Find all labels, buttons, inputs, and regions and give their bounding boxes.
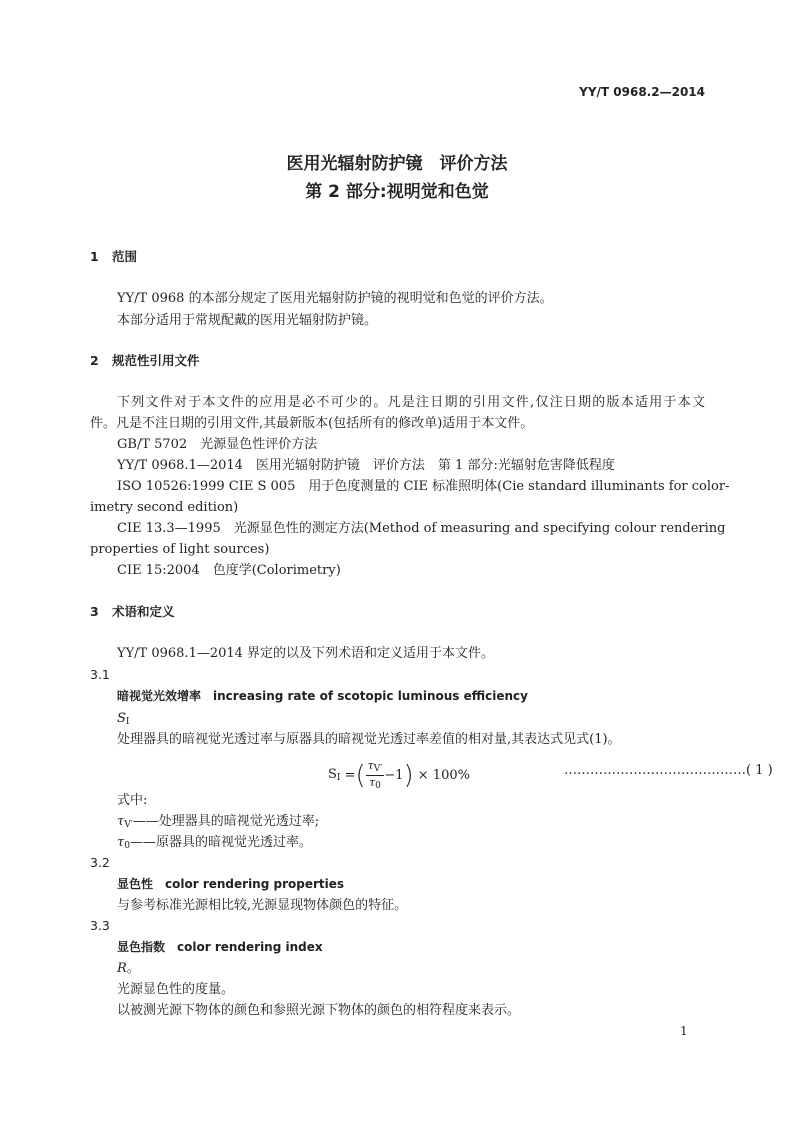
document-title-line2: 第 2 部分:视明觉和色觉 xyxy=(305,182,489,202)
term-english: color rendering properties xyxy=(165,877,345,891)
section-2-heading xyxy=(90,355,200,368)
term-chinese: 暗视觉光效增率 xyxy=(117,689,202,703)
variable-symbol: τ xyxy=(117,814,125,829)
term-chinese: 显色性 xyxy=(117,877,154,891)
section-1-heading xyxy=(90,251,137,264)
denominator-subscript: 0 xyxy=(375,781,381,791)
section-2-intro-line-2: 件。凡是不注日期的引用文件,其最新版本(包括所有的修改单)适用于本文件。 xyxy=(90,416,534,431)
page-number: 1 xyxy=(680,1024,688,1038)
term-3-3-number: 3.3 xyxy=(90,918,110,933)
term-3-1-definition: 处理器具的暗视觉光透过率与原器具的暗视觉光透过率差值的相对量,其表达式见式(1)。 xyxy=(117,732,621,747)
denominator-symbol: τ xyxy=(369,776,376,789)
symbol-letter: S xyxy=(117,711,126,726)
term-3-3-symbol xyxy=(117,962,140,975)
term-chinese: 显色指数 xyxy=(117,940,166,954)
numerator-subscript: V′ xyxy=(373,764,383,774)
section-title: 范围 xyxy=(112,249,138,264)
term-english: increasing rate of scotopic luminous efficiency xyxy=(213,689,528,703)
leader-dots: …………………………………… xyxy=(564,763,746,778)
reference-cie-13-3-line-2: properties of light sources) xyxy=(90,542,270,557)
reference-iso-10526-line-2: imetry second edition) xyxy=(90,500,239,515)
section-2-intro-line-1: 下列文件对于本文件的应用是必不可少的。凡是注日期的引用文件,仅注日期的版本适用于本文 xyxy=(117,395,705,410)
numerator-symbol: τ xyxy=(367,759,374,772)
reference-gb-t-5702: GB/T 5702 光源显色性评价方法 xyxy=(117,437,318,452)
section-1-paragraph-1: YY/T 0968 的本部分规定了医用光辐射防护镜的视明觉和色觉的评价方法。 xyxy=(117,291,553,306)
variable-description: ——原器具的暗视觉光透过率。 xyxy=(129,835,312,850)
term-3-3-title xyxy=(117,941,323,953)
term-3-2-title xyxy=(117,878,344,890)
symbol-tail: 。 xyxy=(126,961,140,976)
reference-yy-t-0968-1: YY/T 0968.1—2014 医用光辐射防护镜 评价方法 第 1 部分:光辐射危害降低程度 xyxy=(117,458,615,473)
formula-where-label: 式中: xyxy=(117,793,148,808)
section-3-intro: YY/T 0968.1—2014 界定的以及下列术语和定义适用于本文件。 xyxy=(117,646,495,661)
formula-variable-tau-0 xyxy=(117,836,312,851)
formula-times-percent: × 100% xyxy=(417,768,470,783)
section-number: 1 xyxy=(90,249,99,264)
section-1-paragraph-2: 本部分适用于常规配戴的医用光辐射防护镜。 xyxy=(117,313,378,328)
fraction-numerator xyxy=(366,760,385,776)
term-3-2-definition: 与参考标准光源相比较,光源显现物体颜色的特征。 xyxy=(117,898,408,913)
formula-fraction xyxy=(366,760,385,791)
term-3-3-definition-1: 光源显色性的度量。 xyxy=(117,982,235,997)
formula-left-paren: ( xyxy=(355,760,366,791)
term-3-2-number: 3.2 xyxy=(90,855,110,870)
section-number: 3 xyxy=(90,604,99,619)
term-3-1-symbol xyxy=(117,712,129,727)
term-3-1-number: 3.1 xyxy=(90,667,110,682)
formula-1-leader xyxy=(564,764,773,777)
symbol-letter: R xyxy=(117,961,127,976)
document-title-line1: 医用光辐射防护镜 评价方法 xyxy=(286,154,508,174)
formula-lhs-subscript: I xyxy=(336,773,341,783)
formula-1 xyxy=(328,760,470,790)
fraction-denominator xyxy=(366,776,385,791)
reference-cie-15: CIE 15:2004 色度学(Colorimetry) xyxy=(117,563,341,578)
term-3-1-title xyxy=(117,690,528,702)
formula-lhs xyxy=(328,767,340,782)
variable-subscript: 0 xyxy=(124,841,130,851)
reference-cie-13-3-line-1: CIE 13.3—1995 光源显色性的测定方法(Method of measuring and specifying colour rendering xyxy=(117,521,726,536)
term-3-3-definition-2: 以被测光源下物体的颜色和参照光源下物体的颜色的相符程度来表示。 xyxy=(117,1003,521,1018)
section-title: 规范性引用文件 xyxy=(112,353,200,368)
variable-symbol: τ xyxy=(117,835,125,850)
formula-minus-one: −1 xyxy=(384,768,404,783)
variable-subscript: V′ xyxy=(124,820,133,830)
formula-variable-tau-v xyxy=(117,815,319,830)
section-title: 术语和定义 xyxy=(112,604,175,619)
formula-equals: = xyxy=(344,768,356,783)
formula-lhs-symbol: S xyxy=(328,767,337,782)
equation-number: ( 1 ) xyxy=(746,763,773,778)
symbol-subscript: I xyxy=(125,717,130,727)
section-number: 2 xyxy=(90,353,99,368)
standard-number: YY/T 0968.2—2014 xyxy=(579,85,705,99)
formula-right-paren: ) xyxy=(403,760,414,791)
term-english: color rendering index xyxy=(177,940,323,954)
reference-iso-10526-line-1: ISO 10526:1999 CIE S 005 用于色度测量的 CIE 标准照明体(Cie standard illuminants for color- xyxy=(117,479,730,494)
section-3-heading xyxy=(90,606,175,619)
variable-description: ——处理器具的暗视觉光透过率; xyxy=(132,814,320,829)
